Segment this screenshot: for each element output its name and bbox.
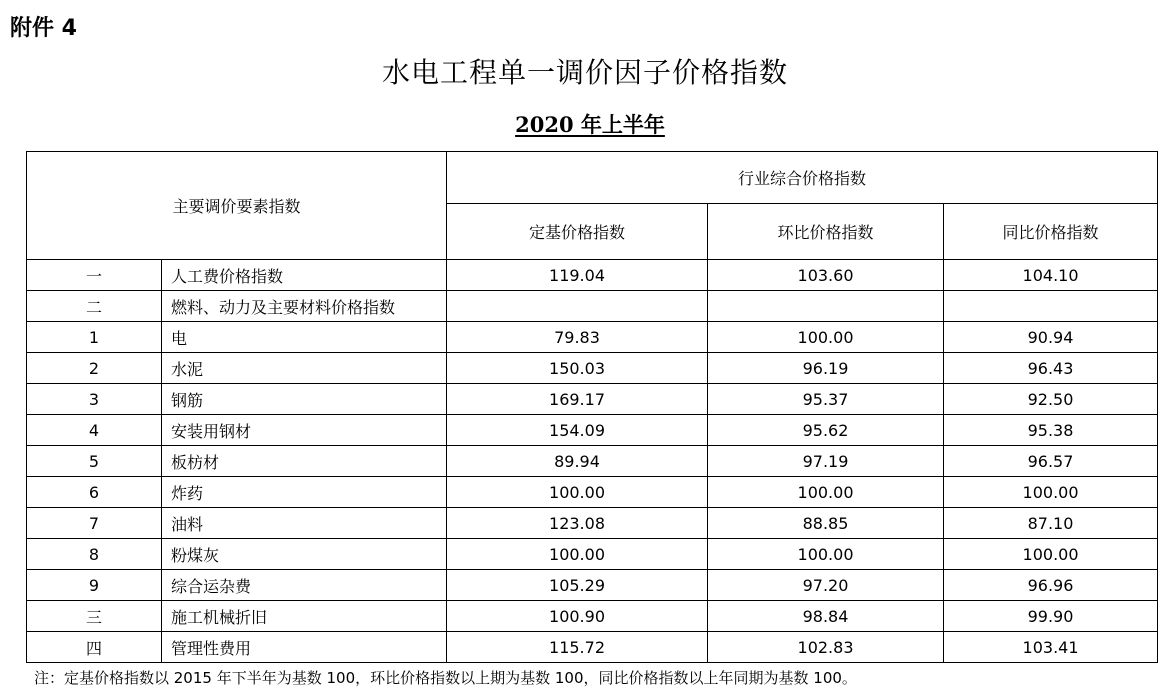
row-number: 3 — [27, 384, 162, 415]
month-on-month-value: 95.37 — [708, 384, 944, 415]
row-name: 人工费价格指数 — [162, 260, 447, 291]
table-row — [27, 570, 1158, 601]
row-number: 8 — [27, 539, 162, 570]
year-on-year-value: 104.10 — [944, 260, 1158, 291]
year-on-year-value: 103.41 — [944, 632, 1158, 663]
row-name: 管理性费用 — [162, 632, 447, 663]
month-on-month-value: 103.60 — [708, 260, 944, 291]
month-on-month-value: 98.84 — [708, 601, 944, 632]
table-row — [27, 477, 1158, 508]
row-name: 燃料、动力及主要材料价格指数 — [162, 291, 447, 322]
document-subtitle: 2020 年上半年 — [515, 112, 665, 137]
row-number: 5 — [27, 446, 162, 477]
price-index-table — [26, 151, 1158, 663]
year-on-year-value: 96.57 — [944, 446, 1158, 477]
month-on-month-value: 100.00 — [708, 322, 944, 353]
row-number: 一 — [27, 260, 162, 291]
row-name: 钢筋 — [162, 384, 447, 415]
table-row — [27, 353, 1158, 384]
month-on-month-value: 88.85 — [708, 508, 944, 539]
header-industry-index: 行业综合价格指数 — [447, 152, 1158, 204]
month-on-month-value: 97.19 — [708, 446, 944, 477]
table-row — [27, 291, 1158, 322]
row-number: 二 — [27, 291, 162, 322]
year-on-year-value: 92.50 — [944, 384, 1158, 415]
row-name: 水泥 — [162, 353, 447, 384]
row-name: 综合运杂费 — [162, 570, 447, 601]
row-name: 安装用钢材 — [162, 415, 447, 446]
footnote: 注：定基价格指数以 2015 年下半年为基数 100，环比价格指数以上期为基数 100，同比价格指数以上年同期为基数 100。 — [34, 669, 857, 687]
row-name: 电 — [162, 322, 447, 353]
table-row — [27, 415, 1158, 446]
header-fixed-base-index: 定基价格指数 — [447, 204, 708, 260]
table-row — [27, 446, 1158, 477]
fixed-base-value: 79.83 — [447, 322, 708, 353]
header-year-on-year-index: 同比价格指数 — [944, 204, 1158, 260]
row-number: 6 — [27, 477, 162, 508]
row-name: 油料 — [162, 508, 447, 539]
row-number: 4 — [27, 415, 162, 446]
table-row — [27, 322, 1158, 353]
row-number: 四 — [27, 632, 162, 663]
attachment-label: 附件 4 — [10, 16, 77, 41]
fixed-base-value: 100.90 — [447, 601, 708, 632]
fixed-base-value: 154.09 — [447, 415, 708, 446]
year-on-year-value: 95.38 — [944, 415, 1158, 446]
fixed-base-value: 150.03 — [447, 353, 708, 384]
row-name: 施工机械折旧 — [162, 601, 447, 632]
fixed-base-value: 105.29 — [447, 570, 708, 601]
month-on-month-value: 102.83 — [708, 632, 944, 663]
year-on-year-value: 90.94 — [944, 322, 1158, 353]
fixed-base-value: 169.17 — [447, 384, 708, 415]
table-row — [27, 384, 1158, 415]
year-on-year-value: 96.96 — [944, 570, 1158, 601]
header-main-factor: 主要调价要素指数 — [27, 152, 447, 260]
row-name: 板枋材 — [162, 446, 447, 477]
fixed-base-value: 89.94 — [447, 446, 708, 477]
table-row — [27, 632, 1158, 663]
table-row — [27, 601, 1158, 632]
year-on-year-value: 96.43 — [944, 353, 1158, 384]
fixed-base-value — [447, 291, 708, 322]
month-on-month-value: 100.00 — [708, 539, 944, 570]
fixed-base-value: 100.00 — [447, 477, 708, 508]
year-on-year-value: 100.00 — [944, 539, 1158, 570]
fixed-base-value: 119.04 — [447, 260, 708, 291]
table-row — [27, 539, 1158, 570]
table-row — [27, 508, 1158, 539]
header-month-on-month-index: 环比价格指数 — [708, 204, 944, 260]
document-title: 水电工程单一调价因子价格指数 — [381, 56, 788, 89]
row-number: 2 — [27, 353, 162, 384]
month-on-month-value: 95.62 — [708, 415, 944, 446]
month-on-month-value — [708, 291, 944, 322]
year-on-year-value: 99.90 — [944, 601, 1158, 632]
row-number: 7 — [27, 508, 162, 539]
row-name: 炸药 — [162, 477, 447, 508]
month-on-month-value: 96.19 — [708, 353, 944, 384]
month-on-month-value: 97.20 — [708, 570, 944, 601]
row-number: 三 — [27, 601, 162, 632]
month-on-month-value: 100.00 — [708, 477, 944, 508]
row-number: 9 — [27, 570, 162, 601]
row-number: 1 — [27, 322, 162, 353]
table-row — [27, 260, 1158, 291]
fixed-base-value: 123.08 — [447, 508, 708, 539]
year-on-year-value: 87.10 — [944, 508, 1158, 539]
fixed-base-value: 115.72 — [447, 632, 708, 663]
fixed-base-value: 100.00 — [447, 539, 708, 570]
year-on-year-value: 100.00 — [944, 477, 1158, 508]
table-header-row — [27, 152, 1158, 204]
row-name: 粉煤灰 — [162, 539, 447, 570]
year-on-year-value — [944, 291, 1158, 322]
